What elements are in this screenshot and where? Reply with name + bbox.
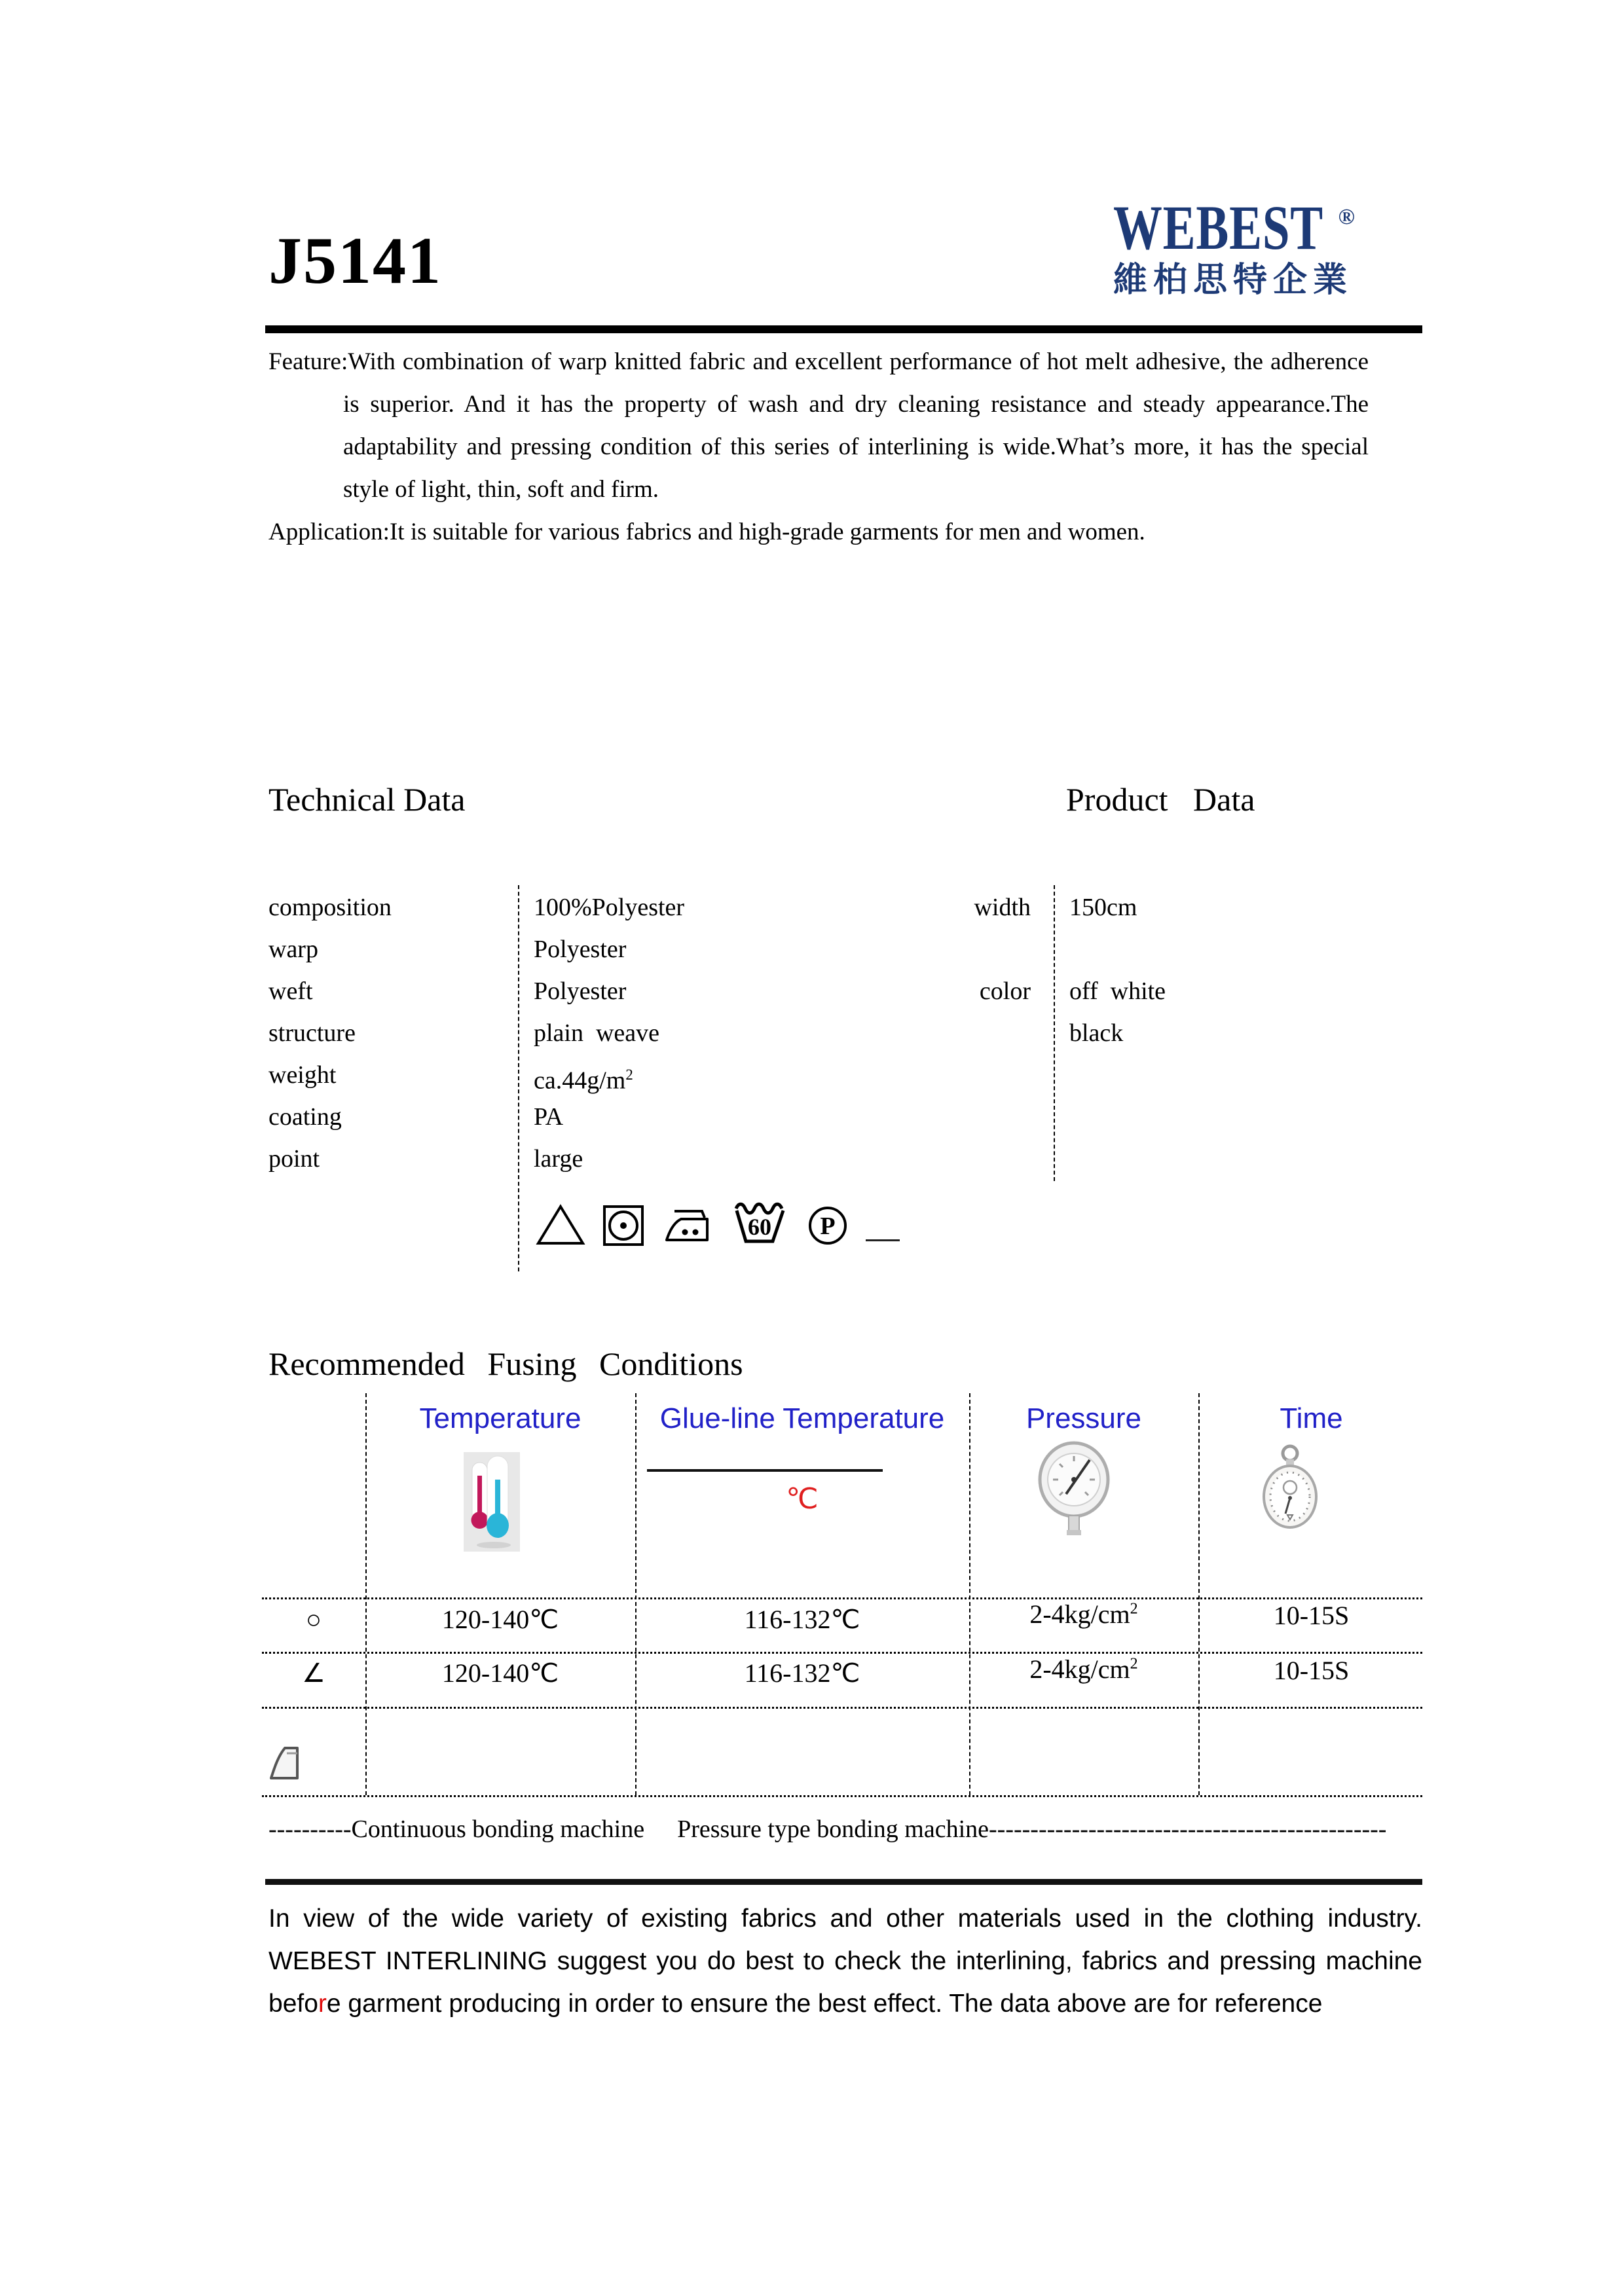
- logo-brand-text: WEBEST: [1113, 192, 1323, 263]
- stopwatch-icon: [1257, 1444, 1323, 1534]
- fusing-row2-glue: 116-132℃: [744, 1658, 860, 1688]
- footer-red-char: r: [318, 1990, 327, 2018]
- svg-text:60: 60: [748, 1214, 771, 1240]
- fusing-header-glue-line: Glue-line Temperature: [659, 1402, 945, 1434]
- product-code-title: J5141: [268, 224, 442, 298]
- tech-value: 100%Polyester: [534, 894, 685, 921]
- bond-lead-dashes: ----------: [268, 1815, 352, 1843]
- fusing-row-line: [262, 1795, 1422, 1797]
- intro-block: [268, 340, 1369, 553]
- logo-chinese-text: 維柏思特企業: [1113, 262, 1354, 299]
- fusing-row1-glue: 116-132℃: [744, 1605, 860, 1634]
- fusing-row2-temperature: 120-140℃: [441, 1658, 559, 1688]
- svg-text:P: P: [820, 1212, 836, 1240]
- tech-label: weft: [268, 977, 313, 1005]
- tech-label: composition: [268, 894, 392, 921]
- tech-label: coating: [268, 1103, 342, 1131]
- tech-label: weight: [268, 1061, 337, 1089]
- tumble-dry-icon: [602, 1205, 644, 1247]
- fusing-header-temperature: Temperature: [419, 1402, 581, 1434]
- fusing-row-line: [262, 1597, 1422, 1599]
- fusing-row2-time: 10-15S: [1273, 1656, 1350, 1685]
- technical-data-heading: Technical Data: [268, 781, 466, 818]
- pressure-bonding-label: Pressure type bonding machine: [677, 1815, 989, 1843]
- footer-text-1: In view of the wide variety of existing fabrics and other materials used in the clothing industry. WEBEST INTERLINING suggest you do best to check the interlining, fabrics and pressing machine befo: [268, 1904, 1422, 2018]
- fusing-col-line: [635, 1393, 637, 1795]
- fusing-header-pressure: Pressure: [1025, 1402, 1142, 1434]
- technical-table-divider: [518, 885, 519, 1271]
- iron-two-dots-icon: [661, 1205, 714, 1247]
- product-table-divider: [1054, 885, 1055, 1181]
- tech-label: point: [268, 1145, 320, 1173]
- fusing-col-line: [365, 1393, 367, 1795]
- footer-text-2: e garment producing in order to ensure the best effect. The data above are for reference: [326, 1990, 1323, 2018]
- fusing-row2-pressure: $2-4kg/cm^2$: [1029, 1654, 1138, 1684]
- fusing-row1-symbol: ○: [305, 1605, 322, 1634]
- header-rule: [265, 325, 1422, 333]
- fusing-conditions-heading: Recommended Fusing Conditions: [268, 1345, 743, 1382]
- fusing-col-line: [1198, 1393, 1200, 1795]
- dry-clean-p-icon: [807, 1205, 849, 1247]
- wash-60-icon: [731, 1201, 790, 1247]
- thermometer-icon: [464, 1452, 520, 1555]
- product-data-heading: Product Data: [1066, 781, 1255, 818]
- continuous-bonding-label: Continuous bonding machine: [351, 1815, 645, 1843]
- glue-line-unit: ℃: [786, 1483, 819, 1515]
- bond-trail-dashes: ------------------------------------------------: [989, 1815, 1387, 1843]
- tech-value: large: [534, 1145, 583, 1173]
- product-width-label: width: [974, 894, 1031, 921]
- pressure-gauge-icon: [1035, 1439, 1113, 1540]
- tech-label: warp: [268, 936, 318, 963]
- care-symbols-row: [536, 1198, 900, 1247]
- fusing-col-line: [969, 1393, 970, 1795]
- iron-machine-icon: [267, 1744, 305, 1788]
- tech-value: Polyester: [534, 936, 627, 963]
- product-color-value-2: black: [1069, 1019, 1124, 1047]
- tech-value: plain weave: [534, 1019, 660, 1047]
- fusing-row2-symbol: ∠: [302, 1658, 325, 1688]
- glue-line-underline: [647, 1469, 883, 1472]
- bleach-triangle-icon: [536, 1203, 585, 1247]
- fusing-row-line: [262, 1652, 1422, 1654]
- tech-value: $ca.44g/m^2$: [534, 1066, 633, 1095]
- application-paragraph: Application:It is suitable for various fabrics and high-grade garments for men and women.: [268, 519, 1145, 545]
- tech-value: PA: [534, 1103, 564, 1131]
- company-logo: [1113, 192, 1382, 299]
- product-color-label: color: [979, 977, 1031, 1005]
- fusing-row1-temperature: 120-140℃: [441, 1605, 559, 1634]
- product-width-value: 150cm: [1069, 894, 1137, 921]
- product-color-value-1: off white: [1069, 977, 1166, 1005]
- footer-note: [268, 1897, 1422, 2025]
- feature-paragraph: Feature:With combination of warp knitted fabric and excellent performance of hot melt adhesive, the adherence is superior. And it has the property of wash and dry cleaning resistance and steady appearance.The adaptability and pressing condition of this series of interlining is wide.What’s more, it has the special style of light, thin, soft and firm.: [268, 348, 1369, 503]
- fusing-header-time: Time: [1280, 1402, 1343, 1434]
- tech-value: Polyester: [534, 977, 627, 1005]
- bonding-machine-caption: [268, 1815, 1428, 1844]
- registered-trademark-icon: ®: [1338, 205, 1355, 229]
- tech-label: structure: [268, 1019, 356, 1047]
- footer-rule: [265, 1879, 1422, 1885]
- fusing-row1-time: 10-15S: [1273, 1601, 1350, 1630]
- fusing-row-line: [262, 1707, 1422, 1709]
- dry-flat-line-icon: [866, 1239, 900, 1241]
- fusing-row1-pressure: $2-4kg/cm^2$: [1029, 1599, 1138, 1629]
